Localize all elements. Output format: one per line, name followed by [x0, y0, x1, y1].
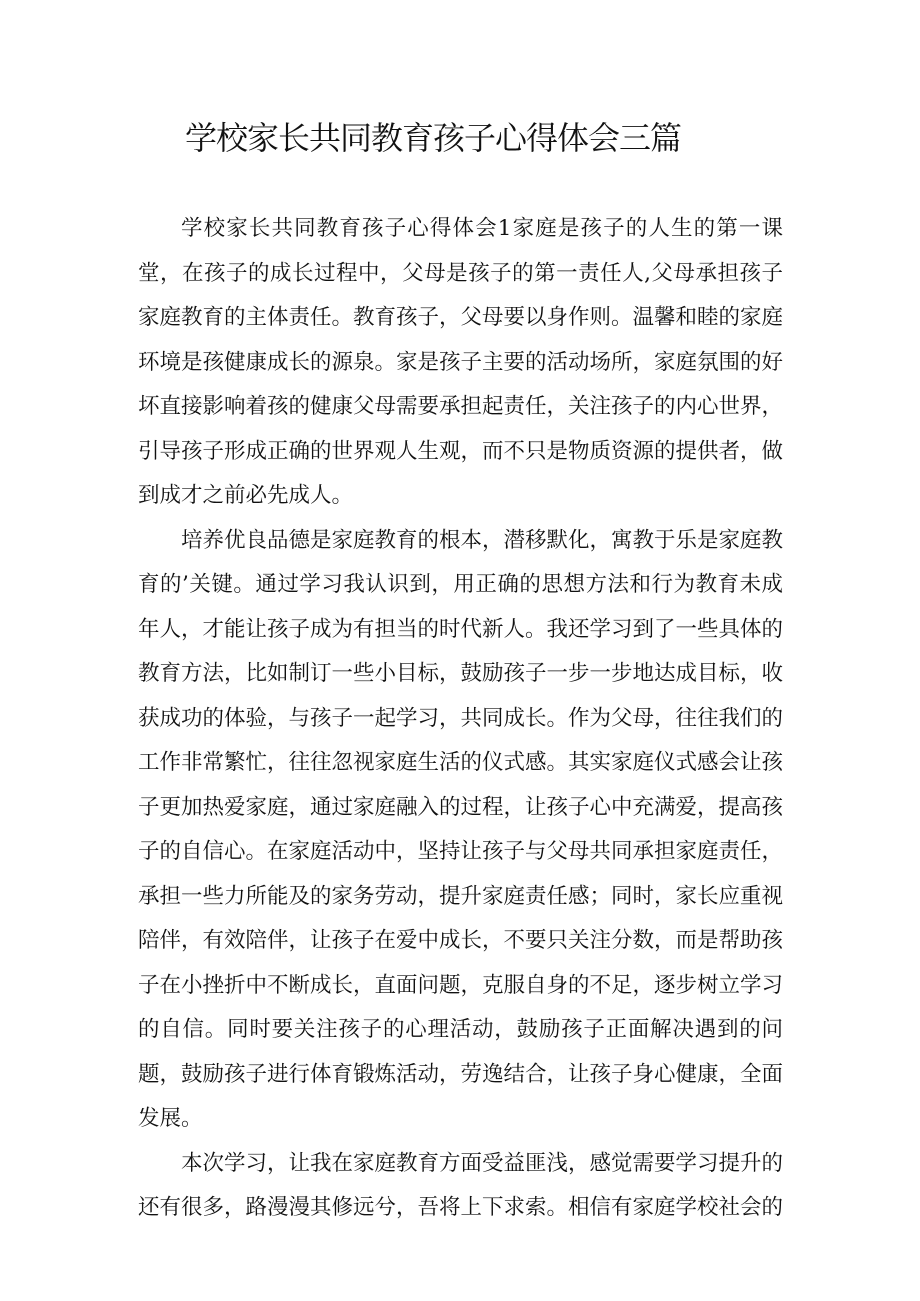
- paragraph-1: 学校家长共同教育孩子心得体会1家庭是孩子的人生的第一课堂，在孩子的成长过程中，父母是孩子的第一责任人,父母承担孩子家庭教育的主体责任。教育孩子，父母要以身作则。温馨和睦的家庭环境是孩健康成长的源泉。家是孩子主要的活动场所，家庭氛围的好坏直接影响着孩的健康父母需要承担起责任，关注孩子的内心世界，引导孩子形成正确的世界观人生观，而不只是物质资源的提供者，做到成才之前必先成人。: [138, 216, 784, 508]
- paragraph-2: 培养优良品德是家庭教育的根本，潜移默化，寓教于乐是家庭教育的’关键。通过学习我认识到，用正确的思想方法和行为教育未成年人，才能让孩子成为有担当的时代新人。我还学习到了一些具体的教育方法，比如制订一些小目标，鼓励孩子一步一步地达成目标，收获成功的体验，与孩子一起学习，共同成长。作为父母，往往我们的工作非常繁忙，往往忽视家庭生活的仪式感。其实家庭仪式感会让孩子更加热爱家庭，通过家庭融入的过程，让孩子心中充满爱，提高孩子的自信心。在家庭活动中，坚持让孩子与父母共同承担家庭责任，承担一些力所能及的家务劳动，提升家庭责任感；同时，家长应重视陪伴，有效陪伴，让孩子在爱中成长，不要只关注分数，而是帮助孩子在小挫折中不断成长，直面问题，克服自身的不足，逐步树立学习的自信。同时要关注孩子的心理活动，鼓励孩子正面解决遇到的问题，鼓励孩子进行体育锻炼活动，劳逸结合，让孩子身心健康，全面发展。: [138, 527, 784, 1131]
- document-body: [138, 207, 783, 1231]
- document-title: 学校家长共同教育孩子心得体会三篇: [185, 119, 682, 157]
- paragraph-3: 本次学习，让我在家庭教育方面受益匪浅，感觉需要学习提升的还有很多，路漫漫其修远兮，吾将上下求索。相信有家庭学校社会的: [138, 1150, 784, 1220]
